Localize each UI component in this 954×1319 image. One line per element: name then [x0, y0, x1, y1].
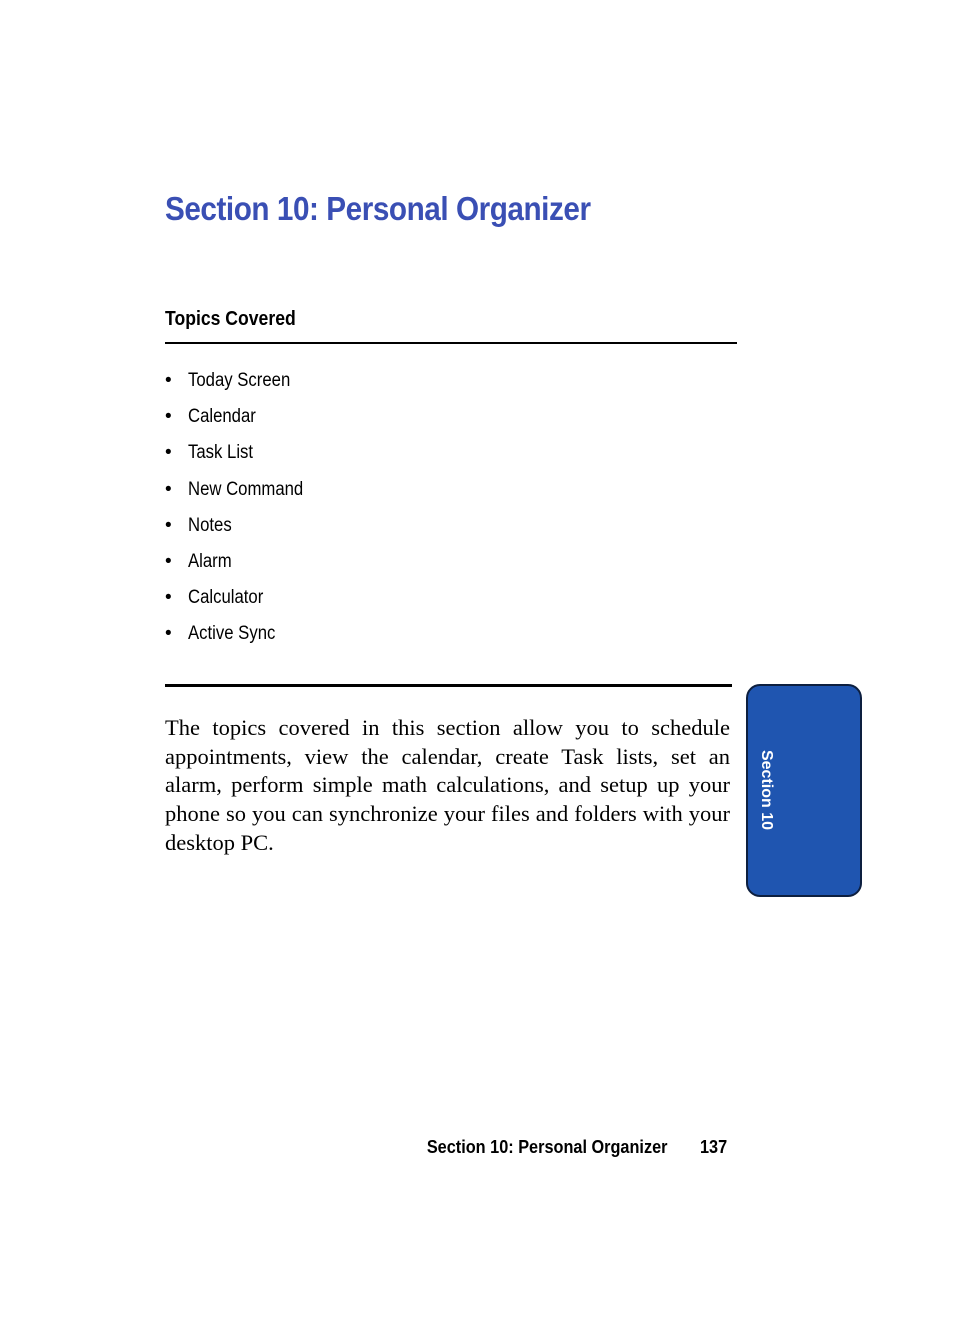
- topics-list: [165, 370, 319, 660]
- intro-paragraph: The topics covered in this section allow you to schedule appointments, view the calendar, create Task lists, set an alarm, perform simple math calculations, and setup up your phone so you can synchronize your files and folders with your desktop PC.: [165, 715, 730, 855]
- list-item: [165, 370, 319, 406]
- list-item: [165, 406, 319, 442]
- bullet-icon: •: [165, 587, 172, 609]
- topic-task-list: Task List: [188, 442, 254, 464]
- topic-calendar: Calendar: [188, 406, 256, 428]
- topics-bottom-rule: [165, 684, 732, 687]
- list-item: [165, 623, 319, 659]
- list-item: [165, 479, 319, 515]
- topics-heading: Topics Covered: [165, 308, 296, 330]
- page-number: 137: [700, 1136, 728, 1157]
- topic-new-command: New Command: [188, 478, 304, 500]
- footer-section-title: Section 10: Personal Organizer: [426, 1136, 667, 1157]
- topic-today-screen: Today Screen: [188, 370, 291, 391]
- topic-calculator: Calculator: [188, 587, 264, 609]
- list-item: [165, 587, 319, 623]
- topic-notes: Notes: [188, 514, 232, 536]
- bullet-icon: •: [165, 478, 172, 500]
- list-item: [165, 551, 319, 587]
- topics-top-rule: [165, 342, 737, 344]
- list-item: [165, 442, 319, 478]
- bullet-icon: •: [165, 442, 172, 464]
- bullet-icon: •: [165, 623, 172, 645]
- bullet-icon: •: [165, 406, 172, 428]
- topic-active-sync: Active Sync: [188, 623, 276, 645]
- bullet-icon: •: [165, 550, 172, 572]
- list-item: [165, 515, 319, 551]
- topic-alarm: Alarm: [188, 550, 232, 572]
- section-tab-label: Section 10: [758, 749, 775, 831]
- page-title: Section 10: Personal Organizer: [165, 190, 591, 227]
- bullet-icon: •: [165, 370, 172, 391]
- bullet-icon: •: [165, 514, 172, 536]
